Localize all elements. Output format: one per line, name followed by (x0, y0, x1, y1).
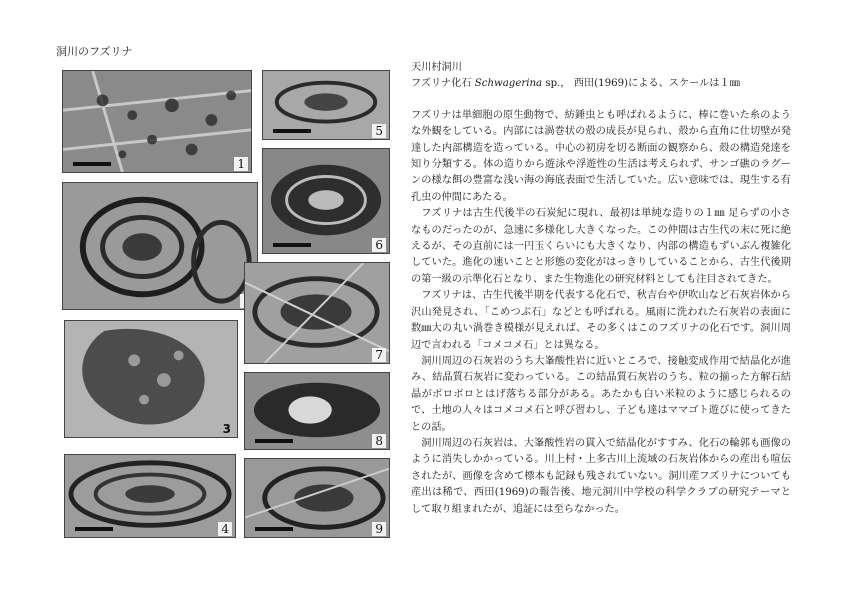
photo-number: 8 (372, 434, 386, 448)
location-label: 天川村洞川 (411, 62, 462, 73)
photo-number: 6 (372, 238, 386, 252)
photo-number: 4 (218, 522, 232, 536)
scale-bar (273, 243, 311, 247)
scale-bar (255, 527, 293, 531)
paragraph: 洞川周辺の石灰岩は、大峯酸性岩の貫入で結晶化がすすみ、化石の輪郭も画像のように消失しかかっている。川上村・上多古川上流域の石灰岩体からの産出も喧伝されたが、画像を含めて標本も記録も残されていない。洞川産フズリナについても産出は稀で、西田(1969)の報告後、地元洞川中学校の科学クラブの研究テーマとして取り組まれたが、追証には至らなかった。 (411, 437, 791, 515)
paragraph: フズリナは、古生代後半期を代表する化石で、秋吉台や伊吹山など石灰岩体から沢山発見され、「こめつぶ石」などとも呼ばれる。風雨に洗われた石灰岩の表面に数㎜大の丸い渦巻き模様が見えれば、その多くはこのフズリナの化石です。洞川周辺で言われる「コメコメ石」とは異なる。 (411, 290, 791, 351)
fossil-photo-3 (64, 320, 238, 438)
article-text (411, 60, 791, 518)
photo-caption: フズリナ化石 Schwagerina sp.， 西田(1969)による、スケールは１㎜ (411, 78, 740, 90)
fossil-photo-8 (244, 372, 390, 450)
fossil-photo-1 (62, 70, 252, 173)
paragraph: フズリナは単細胞の原生動物で、紡錘虫とも呼ばれるように、棒に巻いた糸のような外観をしている。内部には渦巻状の殻の成長が見られ、殻から直角に仕切壁が発達した内部構造を造っている。中心の初房を切る断面の観察から、殻の構造発達を知り分類する。体の造りから遊泳や浮遊性の生活は考えられず、サンゴ礁のラグーンの様な餌の豊富な浅い海の海底表面で生活していた。広い意味では、現生する有孔虫の仲間にあたる。 (411, 109, 791, 203)
paragraph: 洞川周辺の石灰岩のうち大峯酸性岩に近いところで、接触変成作用で結晶化が進み、結晶質石灰岩に変わっている。この結晶質石灰岩のうち、粒の揃った方解石結晶がボロボロとはげ落ちる部分がある。あたかも白い米粒のように感じられるので、土地の人々はコメコメ石と呼び習わし、子ども達はママゴト遊びに使ってきたとの話。 (411, 355, 791, 433)
fossil-photo-4 (64, 454, 236, 538)
species-name: Schwagerina (474, 78, 543, 90)
photo-number: 3 (222, 422, 231, 436)
scale-bar (273, 129, 311, 133)
fossil-photo-9 (244, 458, 390, 538)
fossil-photo-5 (262, 70, 390, 140)
fossil-photo-2 (62, 182, 258, 310)
fossil-photo-7 (244, 262, 390, 364)
fossil-photo-6 (262, 148, 390, 254)
photo-number: 7 (372, 348, 386, 362)
photo-number: 5 (372, 124, 386, 138)
scale-bar (255, 439, 293, 443)
paragraph: フズリナは古生代後半の石炭紀に現れ、最初は単純な造りの１㎜ 足らずの小さなものだったのが、急速に多様化し大きくなった。この仲間は古生代の末に死に絶えるが、その直前には一円玉くらいにも大きくなり、内部の構造もずいぶん複雑化していた。進化の速いことと形態の変化がはっきりしていることから、古生代後期の第一級の示準化石となり、また生物進化の研究材料としても注目されてきた。 (411, 208, 791, 285)
page-title: 洞川のフズリナ (56, 45, 133, 58)
scale-bar (75, 527, 113, 531)
photo-number: 9 (372, 522, 386, 536)
scale-bar (73, 162, 111, 166)
fossil-photo-plate (60, 62, 396, 542)
photo-number: 1 (234, 157, 248, 171)
